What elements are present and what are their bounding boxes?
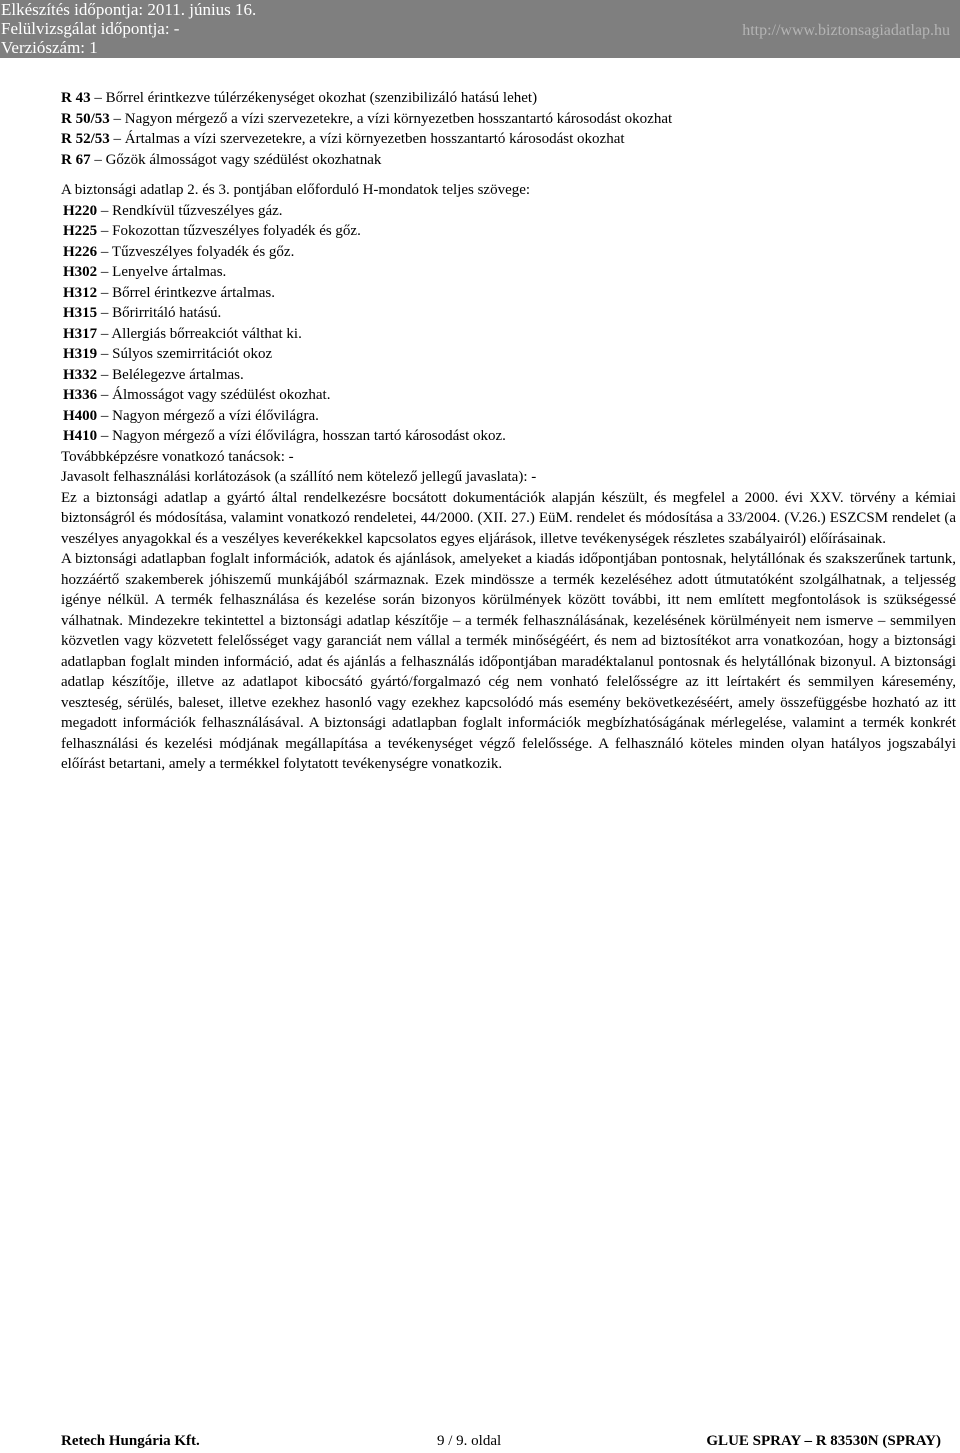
r-phrase-code: R 50/53 xyxy=(61,110,110,127)
h-phrase-text: – Belélegezve ártalmas. xyxy=(100,366,244,383)
r-phrase-text: – Bőrrel érintkezve túlérzékenységet okozhat (szenzibilizáló hatású lehet) xyxy=(94,90,538,106)
h-phrase-text: – Allergiás bőrreakciót válthat ki. xyxy=(100,325,302,342)
h-phrase-code: H312 xyxy=(63,284,98,301)
version-number: Verziószám: 1 xyxy=(1,38,98,57)
h-phrase-code: H410 xyxy=(63,428,98,444)
h-phrase-text: – Bőrrel érintkezve ártalmas. xyxy=(100,284,276,301)
h-phrase-item xyxy=(63,365,956,386)
h-phrase-list xyxy=(61,201,956,447)
h-phrase-code: H332 xyxy=(63,366,98,383)
h-phrase-intro: A biztonsági adatlap 2. és 3. pontjában előforduló H-mondatok teljes szövege: xyxy=(61,182,531,198)
footer-company: Retech Hungária Kft. xyxy=(61,1433,200,1449)
training-advice: Továbbképzésre vonatkozó tanácsok: - xyxy=(61,448,294,465)
r-phrase-item xyxy=(61,150,956,171)
h-phrase-item xyxy=(63,262,956,283)
r-phrase-list xyxy=(61,88,956,170)
r-phrase-code: R 52/53 xyxy=(61,131,110,147)
h-phrase-item xyxy=(63,406,956,427)
h-phrase-item xyxy=(63,283,956,304)
h-phrase-item xyxy=(63,201,956,222)
h-phrase-text: – Álmosságot vagy szédülést okozhat. xyxy=(100,387,331,403)
document-footer xyxy=(61,1433,941,1453)
h-phrase-text: – Rendkívül tűzveszélyes gáz. xyxy=(100,202,283,219)
document-body xyxy=(61,88,956,775)
h-phrase-code: H319 xyxy=(63,346,98,362)
h-phrase-text: – Súlyos szemirritációt okoz xyxy=(100,346,273,362)
h-phrase-text: – Nagyon mérgező a vízi élővilágra, hosszan tartó károsodást okoz. xyxy=(100,428,506,444)
r-phrase-code: R 67 xyxy=(61,151,91,168)
h-phrase-code: H220 xyxy=(63,202,98,219)
revision-date: Felülvizsgálat időpontja: - xyxy=(1,19,180,38)
h-phrase-item xyxy=(63,303,956,324)
h-phrase-code: H302 xyxy=(63,264,98,280)
h-phrase-text: – Tűzveszélyes folyadék és gőz. xyxy=(100,243,295,260)
r-phrase-item xyxy=(61,129,956,150)
footer-product: GLUE SPRAY – R 83530N (SPRAY) xyxy=(706,1433,941,1449)
r-phrase-text: – Gőzök álmosságot vagy szédülést okozhatnak xyxy=(94,151,382,168)
website-url[interactable]: http://www.biztonsagiadatlap.hu xyxy=(742,22,950,39)
h-phrase-text: – Lenyelve ártalmas. xyxy=(100,264,227,280)
usage-restrictions: Javasolt felhasználási korlátozások (a szállító nem kötelező jellegű javaslata): - xyxy=(61,469,537,485)
h-phrase-code: H225 xyxy=(63,223,98,239)
h-phrase-item xyxy=(63,344,956,365)
h-phrase-item xyxy=(63,426,956,447)
creation-date: Elkészítés időpontja: 2011. június 16. xyxy=(1,0,257,19)
r-phrase-text: – Ártalmas a vízi szervezetekre, a vízi környezetben hosszantartó károsodást okozhat xyxy=(113,131,625,147)
h-phrase-code: H226 xyxy=(63,243,98,260)
r-phrase-item xyxy=(61,88,956,109)
h-phrase-item xyxy=(63,324,956,345)
h-phrase-text: – Nagyon mérgező a vízi élővilágra. xyxy=(100,407,319,424)
h-phrase-item xyxy=(63,242,956,263)
document-header xyxy=(0,0,960,58)
r-phrase-code: R 43 xyxy=(61,90,91,106)
h-phrase-code: H400 xyxy=(63,407,98,424)
footer-page-number: 9 / 9. oldal xyxy=(437,1433,502,1449)
r-phrase-item xyxy=(61,109,956,130)
h-phrase-code: H317 xyxy=(63,325,98,342)
h-phrase-item xyxy=(63,221,956,242)
h-phrase-item xyxy=(63,385,956,406)
r-phrase-text: – Nagyon mérgező a vízi szervezetekre, a vízi környezetben hosszantartó károsodást okozhat xyxy=(113,110,673,127)
disclaimer-paragraph: A biztonsági adatlapban foglalt információk, adatok és ajánlások, amelyeket a kiadás időpontjában pontosnak, helytállónak és szakszerűnek tartunk, hozzáértő szakemberek jóhiszemű munkájából származnak. Ezek mindössze a termék kezeléséhez adott útmutatóként szolgálhatnak, a teljesség igénye nélkül. A termék felhasználása és kezelése során bizonyos körülmények között további, itt nem említett megfontolások is szükségessé válhatnak. Mindezekre tekintettel a biztonsági adatlap készítője – a termék felhasználásának, kezelésének körülményeit nem ismerve – semmilyen közvetlen vagy közvetett felelősséget vagy garanciát nem vállal a termék minőségéért, és nem ad biztosítékot arra vonatkozóan, hogy a biztonsági adatlapban foglalt minden információ, adat és ajánlás a felhasználás időpontjában maradéktalanul pontosnak és helytállónak bizonyul. A biztonsági adatlap készítője, illetve az adatlapot kibocsátó gyártó/forgalmazó cég nem vonható felelősségre az itt leírtakért és semmilyen káresemény, veszteség, sérülés, baleset, illetve ezekhez hasonló vagy ezekhez kapcsolódó más esemény bekövetkezéséért, amely összefüggésbe hozható az itt megadott információk felhasználásával. A biztonsági adatlapban foglalt információk megbízhatóságának mérlegelése, valamint a termék konkrét felhasználási és kezelési módjának megállapítása a tevékenységet végző felelőssége. A felhasználó köteles minden olyan hatályos jogszabályi előírást betartani, amely a termékkel folytatott tevékenységre vonatkozik. xyxy=(61,551,956,772)
legal-compliance-paragraph: Ez a biztonsági adatlap a gyártó által rendelkezésre bocsátott dokumentációk alapján készült, és megfelel a 2000. évi XXV. törvény a kémiai biztonságról és módosítása, valamint vonatkozó rendeletei, 44/2000. (XII. 27.) EüM. rendelet és módosítása a 33/2004. (V.26.) ESZCSM rendelet (a veszélyes anyagokkal és a veszélyes keverékekkel kapcsolatos egyes eljárások, illetve tevékenységek részletes szabályairól) előírásainak. xyxy=(61,489,956,547)
h-phrase-code: H315 xyxy=(63,305,98,321)
h-phrase-text: – Bőrirritáló hatású. xyxy=(100,305,222,321)
h-phrase-text: – Fokozottan tűzveszélyes folyadék és gőz. xyxy=(100,223,361,239)
h-phrase-code: H336 xyxy=(63,387,98,403)
